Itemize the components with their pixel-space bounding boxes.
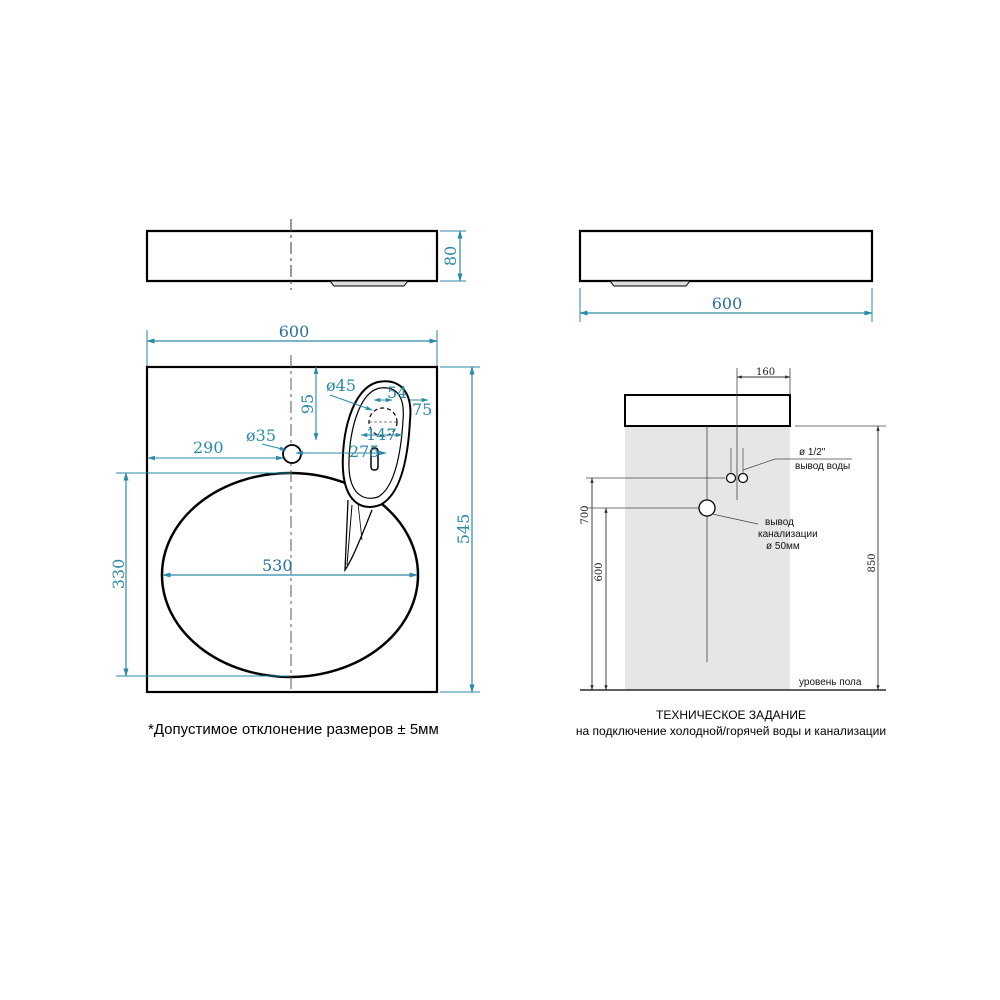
- water-outlet-label: вывод воды: [795, 461, 851, 472]
- floor-level-label: уровень пола: [799, 677, 862, 688]
- dim-95: 95: [298, 393, 317, 415]
- dim-75: 75: [412, 400, 433, 419]
- dim-850: 850: [867, 553, 878, 573]
- spec-title: ТЕХНИЧЕСКОЕ ЗАДАНИЕ: [656, 708, 806, 722]
- dim-offset-160: 160: [756, 367, 776, 378]
- tolerance-note: *Допустимое отклонение размеров ± 5мм: [148, 721, 439, 738]
- dim-147: 147: [366, 425, 397, 444]
- drain-label-2: канализации: [758, 529, 818, 540]
- dim-width-600-left: 600: [278, 322, 310, 341]
- connection-view: [580, 368, 886, 690]
- dim-width-600-right: 600: [711, 294, 743, 313]
- dim-600-height: 600: [594, 562, 605, 582]
- water-diameter-label: ø 1/2": [799, 447, 826, 458]
- dim-700: 700: [580, 505, 591, 525]
- dim-hole-diameter: ø35: [246, 426, 276, 445]
- dim-bowl-width: 530: [262, 556, 293, 575]
- dim-tap-diameter: ø45: [326, 376, 356, 395]
- drain-label-1: вывод: [765, 517, 794, 528]
- left-front-view: [147, 219, 466, 290]
- left-top-view: [116, 330, 480, 692]
- dim-290: 290: [193, 438, 224, 457]
- dim-depth-545: 545: [454, 513, 473, 545]
- dim-bowl-depth: 330: [109, 558, 128, 590]
- dim-top-height: 80: [441, 245, 460, 267]
- spec-subtitle: на подключение холодной/горячей воды и канализации: [575, 724, 887, 738]
- dim-275: 275: [349, 442, 380, 461]
- drain-diameter-label: ø 50мм: [766, 541, 800, 552]
- dim-54: 54: [387, 383, 408, 402]
